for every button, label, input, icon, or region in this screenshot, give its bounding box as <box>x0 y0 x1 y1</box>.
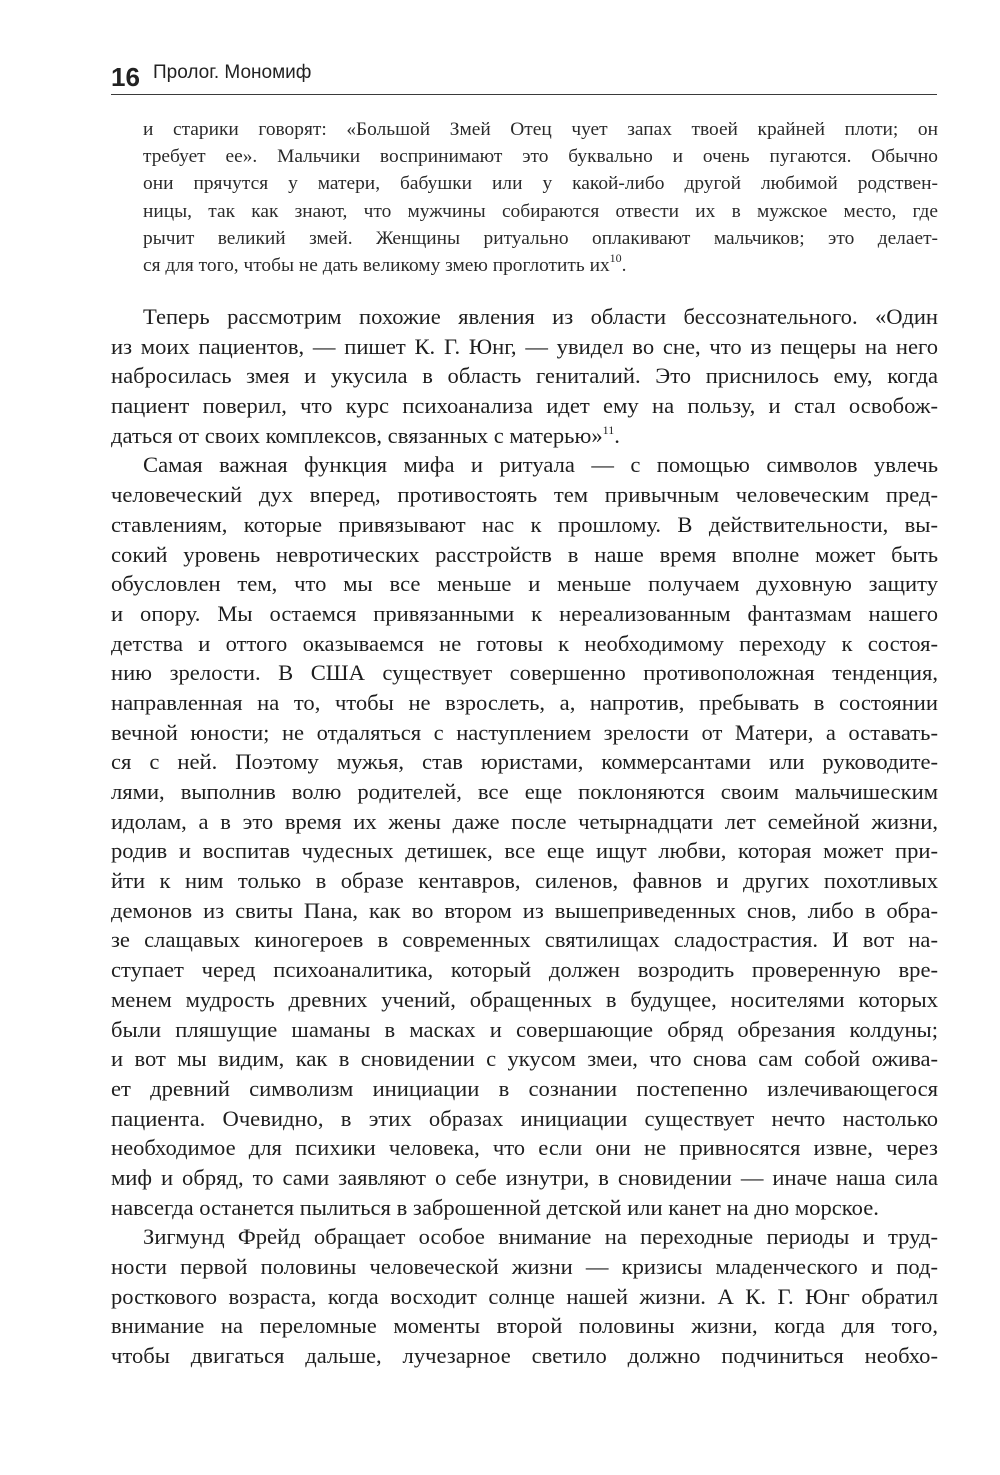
paragraph-line: росткового возраста, когда восходит солнце нашей жизни. А К. Г. Юнг обратил <box>111 1283 938 1309</box>
paragraph-line: необходимое для психики человека, что если они не привносятся извне, через <box>111 1135 938 1161</box>
paragraph-line: человеческий дух вперед, противостоять тем привычным человеческим пред- <box>111 482 938 508</box>
quote-line: они прячутся у матери, бабушки или у какой-либо другой любимой родствен- <box>143 173 938 195</box>
footnote-ref-11[interactable]: 11 <box>602 422 615 437</box>
paragraph-line: миф и обряд, то сами заявляют о себе изнутри, в сновидении — иначе наша сила <box>111 1164 938 1190</box>
paragraph-line: нию зрелости. В США существует совершенно противоположная тенденция, <box>111 660 938 686</box>
chapter-title: Пролог. Мономиф <box>153 62 312 83</box>
paragraph-line: лями, выполнив волю родителей, все еще поклоняются своим мальчишеским <box>111 779 938 804</box>
paragraph-end-punct: . <box>614 422 620 448</box>
paragraph-line: из моих пациентов, — пишет К. Г. Юнг, — увидел во сне, что из пещеры на него <box>111 333 938 359</box>
running-head <box>111 60 937 95</box>
footnote-ref-10[interactable]: 10 <box>609 250 622 265</box>
quote-line: рычит великий змей. Женщины ритуально оплакивают мальчиков; это делает- <box>143 227 938 249</box>
quote-line: требует ее». Мальчики воспринимают это буквально и очень пугаются. Обычно <box>143 146 938 168</box>
paragraph-line: ставлениям, которые привязывают нас к прошлому. В действительности, вы- <box>111 511 938 537</box>
paragraph-line: набросилась змея и укусила в область гениталий. Это приснилось ему, когда <box>111 363 938 389</box>
paragraph-line: Самая важная функция мифа и ритуала — с помощью символов увлечь <box>143 452 938 478</box>
paragraph-line: направленная на то, чтобы не взрослеть, а, напротив, пребывать в состоянии <box>111 689 938 715</box>
block-quote <box>143 116 938 279</box>
paragraph-line: ступает черед психоаналитика, который должен возродить проверенную вре- <box>111 957 938 983</box>
paragraph-line: пациент поверил, что курс психоанализа идет ему на пользу, и стал освобож- <box>111 393 938 419</box>
paragraph-line: навсегда останется пылиться в заброшенной детской или канет на дно морское. <box>111 1194 879 1220</box>
paragraph-line: родив и воспитав чудесных детишек, все еще ищут любви, которая может при- <box>111 838 938 864</box>
paragraph-line: йти к ним только в образе кентавров, силенов, фавнов и других похотливых <box>111 868 938 894</box>
paragraph-line: ся с ней. Поэтому мужья, став юристами, коммерсантами или руководите- <box>111 749 938 775</box>
page-number: 16 <box>111 62 140 92</box>
paragraph-line: обусловлен тем, что мы все меньше и меньше получаем духовную защиту <box>111 571 938 597</box>
quote-line: и старики говорят: «Большой Змей Отец чует запах твоей крайней плоти; он <box>143 119 938 140</box>
paragraph-line-text: даться от своих комплексов, связанных с матерью» <box>111 422 603 448</box>
paragraph-line: вечной юности; не отдаляться с наступлением зрелости от Матери, а оставать- <box>111 719 938 745</box>
paragraph-line: детства и оттого оказываемся не готовы к необходимому переходу к состоя- <box>111 630 938 656</box>
paragraph-line: Теперь рассмотрим похожие явления из области бессознательного. «Один <box>143 304 938 329</box>
paragraph-line: и опору. Мы остаемся привязанными к нереализованным фантазмам нашего <box>111 600 938 626</box>
paragraph-line: пациента. Очевидно, в этих образах инициации существует нечто настолько <box>111 1105 938 1131</box>
quote-line-text: ся для того, чтобы не дать великому змею проглотить их <box>143 254 610 276</box>
quote-line: ницы, так как знают, что мужчины собираются отвести их в мужское место, где <box>143 200 938 222</box>
paragraph-line: идолам, а в это время их жены даже после четырнадцати лет семейной жизни, <box>111 808 938 834</box>
paragraph-line: ет древний символизм инициации в сознании постепенно излечивающегося <box>111 1075 938 1101</box>
quote-end-punct: . <box>621 254 627 276</box>
paragraph-line: демонов из свиты Пана, как во втором из вышеприведенных снов, либо в обра- <box>111 897 938 923</box>
paragraph-line: менем мудрость древних учений, обращенных в будущее, носителями которых <box>111 986 938 1012</box>
body-text <box>111 302 938 1371</box>
paragraph-line: Зигмунд Фрейд обращает особое внимание на переходные периоды и труд- <box>143 1224 938 1250</box>
paragraph-line: чтобы двигаться дальше, лучезарное светило должно подчиниться необхо- <box>111 1343 938 1369</box>
paragraph-line-last <box>111 421 938 451</box>
paragraph-line: зе слащавых киногероев в современных святилищах сладострастия. И вот на- <box>111 927 938 953</box>
paragraph-line: и вот мы видим, как в сновидении с укусом змеи, что снова сам собой ожива- <box>111 1046 938 1072</box>
paragraph-line: ности первой половины человеческой жизни — кризисы младенческого и под- <box>111 1254 938 1279</box>
paragraph-line: внимание на переломные моменты второй половины жизни, когда для того, <box>111 1313 938 1339</box>
paragraph-line: сокий уровень невротических расстройств в наше время вполне может быть <box>111 541 938 567</box>
quote-line-last <box>143 252 938 279</box>
paragraph-line: были пляшущие шаманы в масках и совершающие обряд обрезания колдуны; <box>111 1016 938 1042</box>
